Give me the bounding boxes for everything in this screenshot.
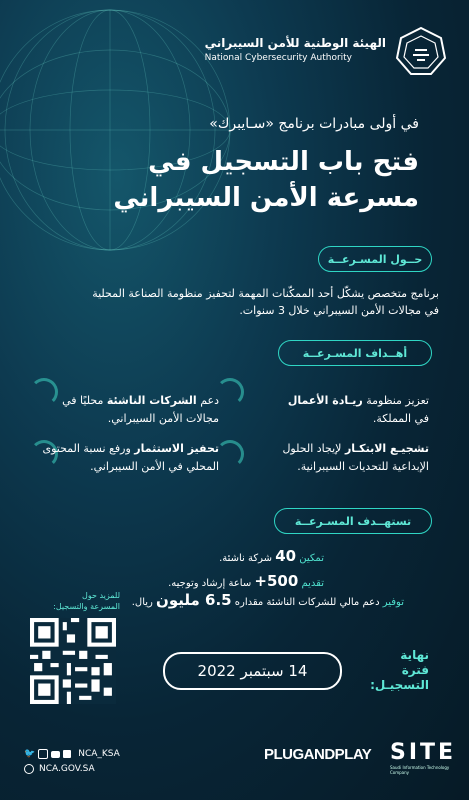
- hero-title-line1: فتح باب التسجيل في: [148, 147, 419, 177]
- goal-item: دعم الشركات الناشئة محليًا في مجالات الأمن السيبراني.: [62, 394, 219, 425]
- goal-ring-icon: [216, 378, 244, 406]
- partner-plugandplay-logo: PLUGANDPLAY: [264, 746, 372, 763]
- goal-item: تشجيـع الابتكـار لإيجاد الحلول الإبداعية للتحديات السيبرانية.: [282, 442, 429, 473]
- targets-heading: تستهــدف المسـرعــة: [274, 508, 432, 534]
- goal-ring-icon: [30, 378, 58, 406]
- website-link[interactable]: NCA.GOV.SA: [39, 764, 95, 774]
- org-logo-text: [205, 36, 386, 63]
- hero-title: [113, 144, 419, 216]
- target-row: تقديم +500 ساعة إرشاد وتوجيه.: [168, 572, 324, 590]
- partner-site-logo: SITE Saudi Information Technology Company: [390, 740, 457, 775]
- goal-ring-icon: [216, 440, 244, 468]
- website-row[interactable]: [24, 764, 95, 774]
- hero-subtitle: في أولى مبادرات برنامج «سـايبرك»: [209, 116, 419, 132]
- linkedin-icon: [63, 750, 71, 758]
- youtube-icon: [51, 751, 60, 758]
- hero-title-line2: مسرعة الأمن السيبراني: [113, 183, 419, 213]
- qr-caption: للمزيد حول المسرعة والتسجيل:: [53, 591, 120, 611]
- targets-list: [168, 545, 324, 595]
- goal-item: تحفيز الاستثمار ورفع نسبة المحتوى المحلي في الأمن السيبراني.: [42, 442, 219, 473]
- instagram-icon: [38, 749, 48, 759]
- target-row: توفير دعم مالي للشركات الناشئة مقداره 6.5 مليون ريال.: [131, 591, 404, 609]
- social-row[interactable]: [24, 749, 120, 759]
- about-body: [19, 285, 439, 319]
- nca-emblem-icon: [393, 24, 449, 80]
- org-name-ar: الهيئة الوطنية للأمن السيبراني: [204, 36, 386, 50]
- about-heading: حــول المسـرعــة: [318, 246, 432, 272]
- globe-icon: [24, 764, 34, 774]
- org-name-en: National Cybersecurity Authority: [204, 53, 352, 63]
- deadline-label: نهاية فترة التسجيـل:: [370, 648, 429, 692]
- qr-code[interactable]: [30, 618, 116, 704]
- social-handle: NCA_KSA: [78, 749, 120, 759]
- twitter-icon: 🐦: [24, 749, 36, 759]
- goal-bold: الشركات الناشئة: [106, 394, 197, 407]
- target-row: تمكين 40 شركة ناشئة.: [219, 547, 324, 565]
- about-line2: في مجالات الأمن السيبراني خلال 3 سنوات.: [239, 304, 439, 317]
- goal-bold: تشجيـع الابتكـار: [344, 442, 429, 455]
- goal-item: تعزيز منظومة ريـادة الأعمال في المملكة.: [287, 394, 429, 425]
- deadline-date: 14 سبتمبر 2022: [163, 652, 342, 690]
- goal-bold: تحفيز الاستثمار: [134, 442, 219, 455]
- goals-heading: أهــداف المسـرعــة: [278, 340, 432, 366]
- goal-bold: ريـادة الأعمال: [287, 394, 363, 407]
- about-line1: برنامج متخصص يشكّل أحد الممكّنات المهمة لتحفيز منظومة الصناعة المحلية: [92, 287, 439, 300]
